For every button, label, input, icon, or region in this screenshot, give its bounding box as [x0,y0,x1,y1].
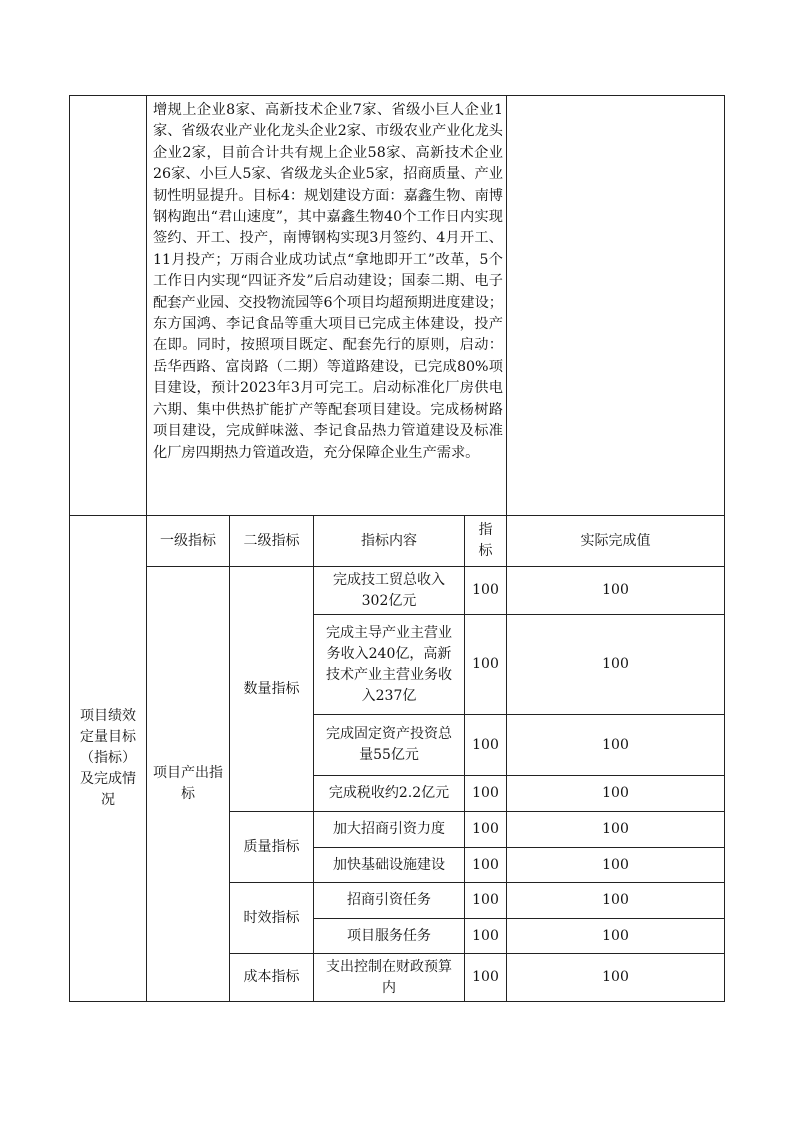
row-content: 完成固定资产投资总量55亿元 [313,714,465,776]
row-actual: 100 [506,714,725,776]
row-weight: 100 [464,918,507,954]
row-weight: 100 [464,614,507,715]
row-content: 完成技工贸总收入302亿元 [313,566,465,615]
level1-cell [146,566,230,1002]
description-paragraph: 增规上企业8家、高新技术企业7家、省级小巨人企业1家、省级农业产业化龙头企业2家、市级农业产业化龙头企业2家，目前合计共有规上企业58家、高新技术企业26家、小巨人5家、省级龙头企业5家，招商质量、产业韧性明显提升。目标4：规划建设方面：嘉鑫生物、南博钢构跑出“君山速度”，其中嘉鑫生物40个工作日内实现签约、开工、投产，南博钢构实现3月签约、4月开工、11月投产；万雨合业成功试点“拿地即开工”改革，5个工作日内实现“四证齐发”后启动建设；国泰二期、电子配套产业园、交投物流园等6个项目均超预期进度建设；东方国鸿、李记食品等重大项目已完成主体建设，投产在即。同时，按照项目既定、配套先行的原则，启动：岳华西路、富岗路（二期）等道路建设，已完成80%项目建设，预计2023年3月可完工。启动标准化厂房供电六期、集中供热扩能扩产等配套项目建设。完成杨树路项目建设，完成鲜味滋、李记食品热力管道建设及标准化厂房四期热力管道改造，充分保障企业生产需求。 [153,102,503,461]
row-content: 完成税收约2.2亿元 [313,775,465,812]
row-weight: 100 [464,953,507,1002]
row-weight: 100 [464,714,507,776]
row-content: 项目服务任务 [313,918,465,954]
document-table [69,95,725,1002]
row-actual: 100 [506,953,725,1002]
row-weight: 100 [464,775,507,812]
header-weight: 指标 [464,515,507,567]
row-weight: 100 [464,847,507,883]
row-weight: 100 [464,811,507,848]
row-content: 完成主导产业主营业务收入240亿，高新技术产业主营业务收入237亿 [313,614,465,715]
group-cost-cell: 成本指标 [229,953,314,1002]
row-actual: 100 [506,775,725,812]
row-actual: 100 [506,566,725,615]
row-weight: 100 [464,566,507,615]
header-content: 指标内容 [313,515,465,567]
group-timeliness-cell: 时效指标 [229,882,314,954]
section-label: 项目绩效定量目标（指标）及完成情况 [80,708,136,808]
header-actual: 实际完成值 [506,515,725,567]
group-quality-cell: 质量指标 [229,811,314,883]
row-actual: 100 [506,811,725,848]
row-content: 招商引资任务 [313,882,465,919]
level1-label: 项目产出指标 [153,765,223,802]
header-level1: 一级指标 [146,515,230,567]
row-content: 加快基础设施建设 [313,847,465,883]
row-actual: 100 [506,847,725,883]
continuation-text-cell [146,95,507,516]
row-actual: 100 [506,882,725,919]
group-quantity-cell: 数量指标 [229,566,314,812]
row-content: 支出控制在财政预算内 [313,953,465,1002]
row-actual: 100 [506,614,725,715]
continuation-right-cell [506,95,725,516]
row-weight: 100 [464,882,507,919]
row-actual: 100 [506,918,725,954]
continuation-left-cell [69,95,147,516]
row-content: 加大招商引资力度 [313,811,465,848]
header-level2: 二级指标 [229,515,314,567]
section-label-cell [69,515,147,1002]
